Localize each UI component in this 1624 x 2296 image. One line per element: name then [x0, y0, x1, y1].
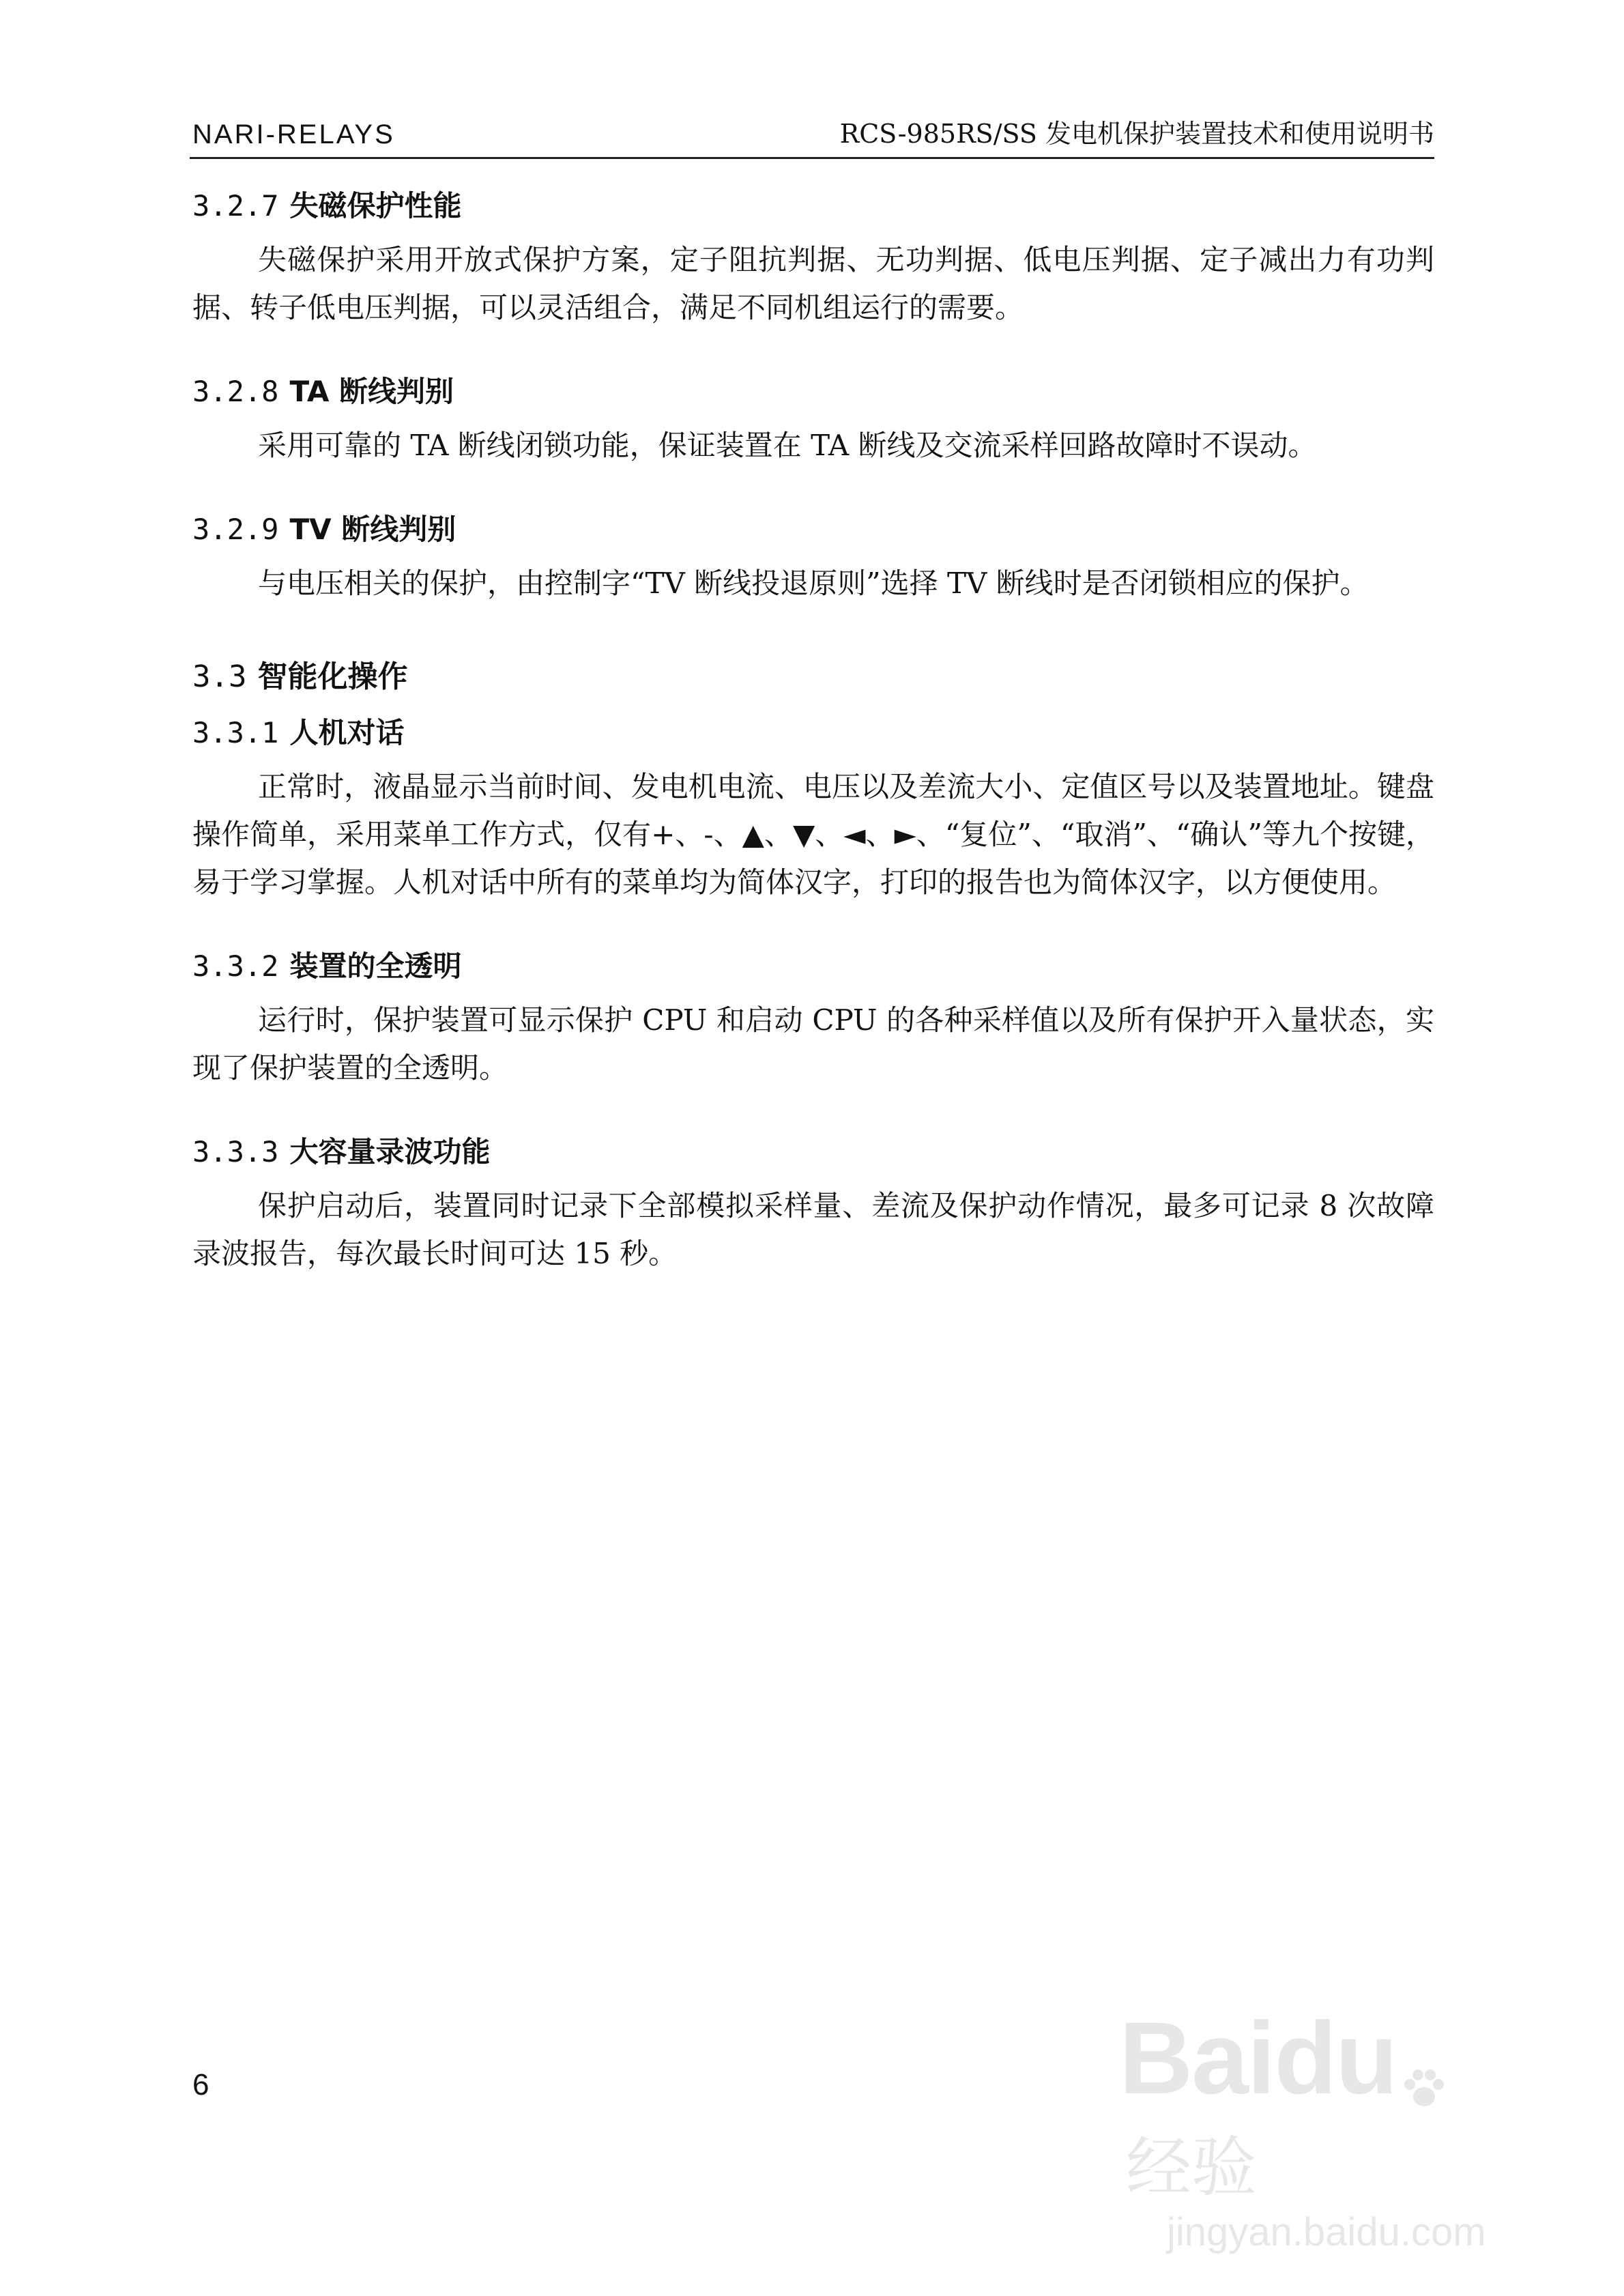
- page-header: [190, 117, 1434, 159]
- section-paragraph: 失磁保护采用开放式保护方案，定子阻抗判据、无功判据、低电压判据、定子减出力有功判据、转子低电压判据，可以灵活组合，满足不同机组运行的需要。: [192, 243, 1434, 324]
- header-company: NARI-RELAYS: [192, 119, 395, 149]
- section-heading: 3.3.1 人机对话: [192, 716, 405, 749]
- section-3-3-2: [192, 945, 1434, 1092]
- section-3-3-1: [192, 711, 1434, 906]
- section-3-3-3: [192, 1130, 1434, 1278]
- section-3-2-7: [192, 184, 1434, 332]
- watermark-url: jingyan.baidu.com: [1167, 2209, 1486, 2254]
- section-heading: 3.3.3 大容量录波功能: [192, 1135, 491, 1168]
- section-heading: 3.3.2 装置的全透明: [192, 949, 462, 983]
- header-document-title: RCS-985RS/SS 发电机保护装置技术和使用说明书: [839, 119, 1434, 149]
- watermark-brand-cn: 经验: [1126, 2129, 1257, 2206]
- section-paragraph: 正常时，液晶显示当前时间、发电机电流、电压以及差流大小、定值区号以及装置地址。键盘操作简单，采用菜单工作方式，仅有+、-、▲、▼、◄、►、“复位”、“取消”、“确认”等九个按键，易于学习掌握。人机对话中所有的菜单均为简体汉字，打印的报告也为简体汉字，以方便使用。: [192, 770, 1434, 899]
- watermark-brand: Baidu: [1119, 2000, 1397, 2115]
- section-heading: 3.2.7 失磁保护性能: [192, 189, 462, 223]
- page-number: 6: [192, 2068, 209, 2101]
- document-body: [192, 184, 1434, 1316]
- section-3-2-8: [192, 370, 1434, 470]
- baidu-jingyan-watermark: [1119, 2000, 1501, 2254]
- section-3-3: [192, 655, 1434, 699]
- section-paragraph: 采用可靠的 TA 断线闭锁功能，保证装置在 TA 断线及交流采样回路故障时不误动。: [258, 429, 1317, 462]
- section-3-2-9: [192, 508, 1434, 607]
- section-paragraph: 运行时，保护装置可显示保护 CPU 和启动 CPU 的各种采样值以及所有保护开入量状态，实现了保护装置的全透明。: [192, 1003, 1434, 1085]
- section-paragraph: 与电压相关的保护，由控制字“TV 断线投退原则”选择 TV 断线时是否闭锁相应的保护。: [258, 566, 1369, 600]
- chapter-heading: 3.3 智能化操作: [192, 659, 408, 694]
- section-paragraph: 保护启动后，装置同时记录下全部模拟采样量、差流及保护动作情况，最多可记录 8 次故障录波报告，每次最长时间可达 15 秒。: [192, 1189, 1434, 1270]
- section-heading: 3.2.9 TV 断线判别: [192, 513, 456, 546]
- paw-icon: [1400, 2065, 1448, 2116]
- section-heading: 3.2.8 TA 断线判别: [192, 375, 454, 408]
